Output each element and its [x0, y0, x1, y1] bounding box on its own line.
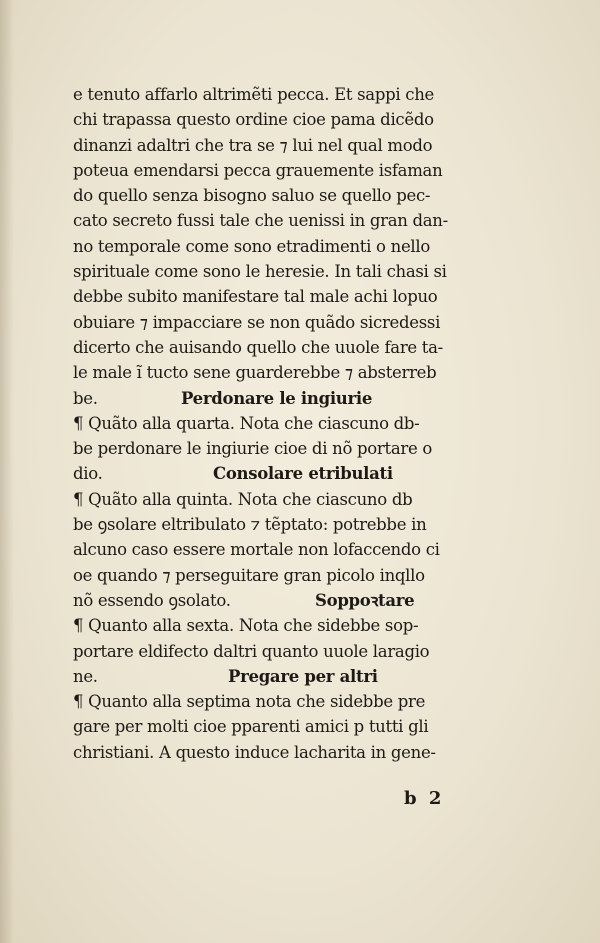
paragraph-mark: ¶ [73, 413, 84, 433]
section-heading: Pregare per altri [228, 666, 378, 686]
text-line: le male ĩ tucto sene guarderebbe ⁊ absterreb [73, 363, 437, 383]
section-heading: Soppoꝛtare [315, 590, 415, 610]
text-line-with-heading [73, 588, 478, 613]
text-line: dinanzi adaltri che tra se ⁊ lui nel qual modo [73, 135, 433, 155]
section-heading: Perdonare le ingiurie [181, 388, 373, 408]
text-line: spirituale come sono le heresie. In tali chasi si [73, 262, 447, 282]
text-line-with-heading [73, 664, 478, 689]
text-line: e tenuto affarlo altrimẽti pecca. Et sappi che [73, 85, 435, 104]
text-line: cato secreto fussi tale che uenissi in gran dan- [73, 211, 448, 231]
text-line: be ꝯsolare eltribulato ⁊ tẽptato: potrebbe in [73, 515, 427, 535]
text-line: christiani. A questo induce lacharita in gene- [73, 742, 436, 762]
text-line-end: ne. [73, 666, 98, 686]
section-heading: Consolare etribulati [213, 464, 393, 484]
text-line [73, 411, 478, 436]
text-line-body: Quanto alla sexta. Nota che sidebbe sop- [88, 616, 419, 636]
text-line-with-heading [73, 386, 478, 411]
text-line: gare per molti cioe pparenti amici p tutti gli [73, 717, 429, 737]
paragraph-mark: ¶ [73, 616, 84, 636]
text-line-body: Quanto alla septima nota che sidebbe pre [88, 692, 426, 712]
text-line: poteua emendarsi pecca grauemente isfaman [73, 160, 443, 180]
signature-mark: b 2 [404, 788, 445, 809]
text-line: be perdonare le ingiurie cioe di nõ portare o [73, 439, 433, 459]
text-line: alcuno caso essere mortale non lofaccendo ci [73, 540, 440, 560]
text-line [73, 613, 478, 638]
paragraph-mark: ¶ [73, 489, 84, 509]
text-line: do quello senza bisogno saluo se quello pec- [73, 186, 431, 206]
text-line: dicerto che auisando quello che uuole fare ta- [73, 337, 443, 357]
text-line: portare eldifecto daltri quanto uuole laragio [73, 641, 430, 661]
text-line-body: Quãto alla quarta. Nota che ciascuno db- [88, 413, 420, 433]
paragraph-mark: ¶ [73, 692, 84, 712]
text-line-end: be. [73, 388, 98, 408]
text-line [73, 689, 478, 714]
text-line-end: nõ essendo ꝯsolato. [73, 590, 231, 610]
text-line: oe quando ⁊ perseguitare gran picolo inqllo [73, 565, 425, 585]
text-block [73, 82, 478, 765]
text-line: debbe subito manifestare tal male achi lopuo [73, 287, 438, 307]
text-line: obuiare ⁊ impacciare se non quãdo sicredessi [73, 312, 441, 332]
text-line-with-heading [73, 461, 478, 486]
text-line: no temporale come sono etradimenti o nello [73, 236, 430, 256]
text-line-end: dio. [73, 464, 103, 484]
text-line-body: Quãto alla quinta. Nota che ciascuno db [88, 489, 413, 509]
text-line: chi trapassa questo ordine cioe pama dicẽdo [73, 110, 434, 130]
text-line [73, 487, 478, 512]
